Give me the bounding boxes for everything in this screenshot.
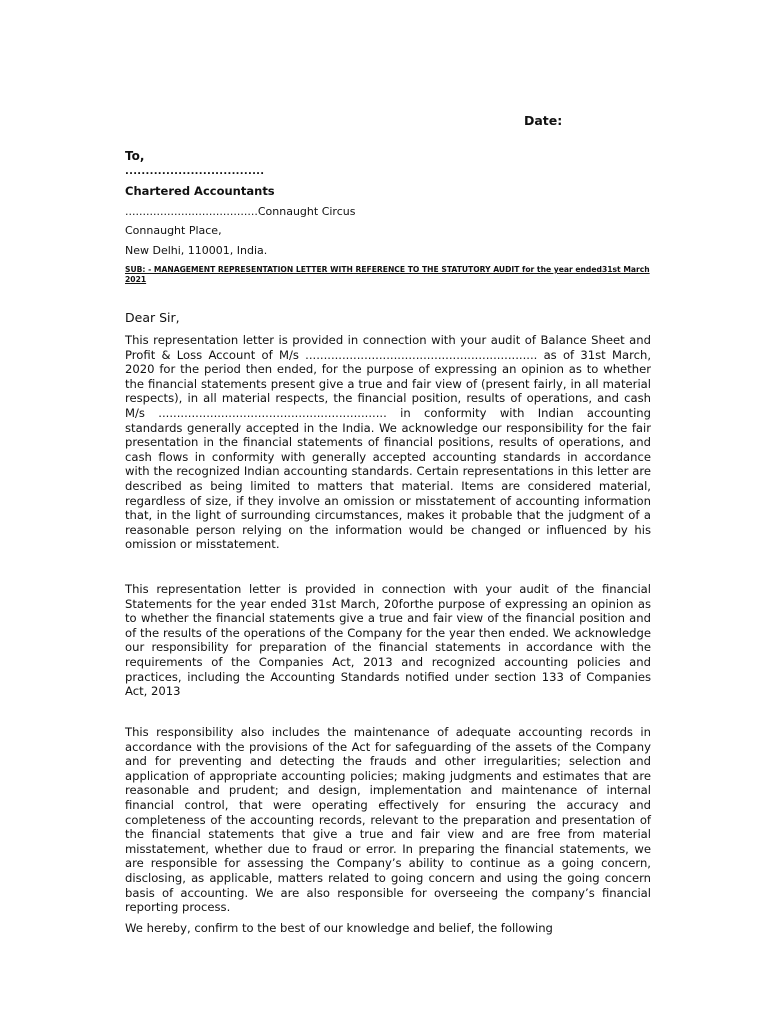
addressee-title: Chartered Accountants — [125, 184, 275, 198]
paragraph-2: This representation letter is provided in connection with your audit of the financial Statements for the year ended 31st March, 20forthe purpose of expressing an opinion as to whether the financial statements give a true and fair view of the financial position and of the results of the operations of the Company for the year then ended. We acknowledge our responsibility for preparation of the financial statements in accordance with the requirements of the Companies Act, 2013 and recognized accounting policies and practices, including the Accounting Standards notified under section 133 of Companies Act, 2013 — [125, 582, 651, 699]
addressee-blank: .................................. — [125, 166, 265, 177]
address-line-3: New Delhi, 110001, India. — [125, 244, 268, 257]
address-line-2: Connaught Place, — [125, 224, 222, 237]
to-label: To, — [125, 149, 145, 163]
paragraph-1: This representation letter is provided in connection with your audit of Balance Sheet and Profit & Loss Account of M/s ............................................................... as of 31st March, 2020 for the period then ended, for the purpose of expressing an opinion as to whether the financial statements present give a true and fair view of (present fairly, in all material respects), in all material respects, the financial position, results of operations, and cash M/s .............................................................. in conformity with Indian accounting standards generally accepted in the India. We acknowledge our responsibility for the fair presentation in the financial statements of financial positions, results of operations, and cash flows in conformity with generally accepted accounting standards in accordance with the recognized Indian accounting standards. Certain representations in this letter are described as being limited to matters that material. Items are considered material, regardless of size, if they involve an omission or misstatement of accounting information that, in the light of surrounding circumstances, makes it probable that the judgment of a reasonable person relying on the information would be changed or influenced by his omission or misstatement. — [125, 333, 651, 552]
paragraph-4: We hereby, confirm to the best of our knowledge and belief, the following — [125, 921, 553, 935]
date-label: Date: — [524, 113, 563, 128]
salutation: Dear Sir, — [125, 310, 180, 325]
paragraph-3: This responsibility also includes the maintenance of adequate accounting records in accordance with the provisions of the Act for safeguarding of the assets of the Company and for preventing and detecting the frauds and other irregularities; selection and application of appropriate accounting policies; making judgments and estimates that are reasonable and prudent; and design, implementation and maintenance of internal financial control, that were operating effectively for ensuring the accuracy and completeness of the accounting records, relevant to the preparation and presentation of the financial statements that give a true and fair view and are free from material misstatement, whether due to fraud or error. In preparing the financial statements, we are responsible for assessing the Company’s ability to continue as a going concern, disclosing, as applicable, matters related to going concern and using the going concern basis of accounting. We are also responsible for overseeing the company’s financial reporting process. — [125, 725, 651, 915]
address-line-1: ......................................Connaught Circus — [125, 205, 356, 218]
subject-line: SUB: - MANAGEMENT REPRESENTATION LETTER WITH REFERENCE TO THE STATUTORY AUDIT for the year ended31st March 2021 — [125, 265, 650, 284]
